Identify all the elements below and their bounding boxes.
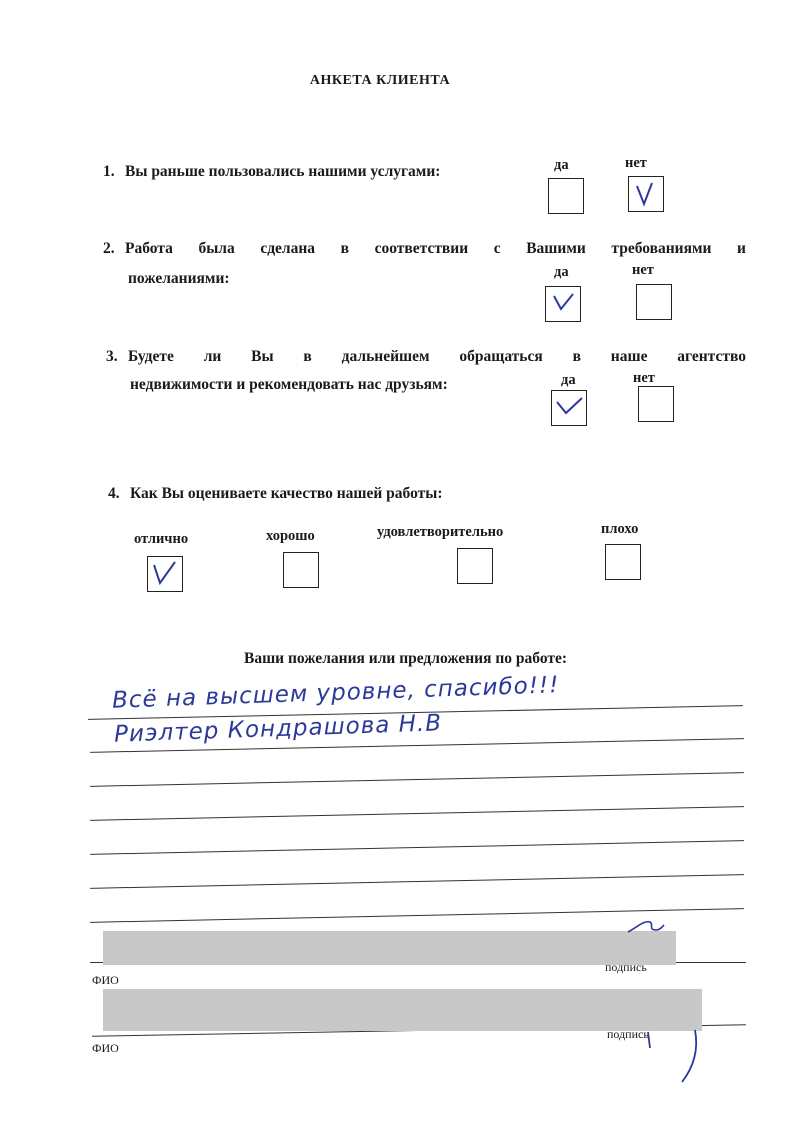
signature-mark-icon [626,918,666,936]
question-2-number: 2. [103,240,115,257]
checkmark-icon [546,287,580,321]
rating-label-satisfactory: удовлетворительно [377,524,504,540]
question-2-line-1 [103,240,746,258]
rating-excellent-checkbox[interactable] [147,556,183,592]
question-4-number: 4. [108,485,120,502]
question-3-line-2: недвижимости и рекомендовать нас друзьям: [130,376,448,393]
question-3-no-label: нет [633,370,655,386]
checkmark-icon [552,391,586,425]
question-1-no-label: нет [625,155,647,171]
rating-label-good: хорошо [266,528,315,544]
question-3-no-checkbox[interactable] [638,386,674,422]
question-3-yes-label: да [561,372,576,388]
feedback-line-5 [90,840,744,855]
checkmark-icon [629,177,663,211]
question-1-yes-checkbox[interactable] [548,178,584,214]
question-4-text: Как Вы оцениваете качество нашей работы: [130,485,443,502]
question-2-yes-label: да [554,264,569,280]
rating-good-checkbox[interactable] [283,552,319,588]
signature-label-2: подпись [607,1027,649,1041]
handwritten-feedback-line-2: Риэлтер Кондрашова Н.В [113,710,443,748]
question-1-yes-label: да [554,157,569,173]
question-1-text: Вы раньше пользовались нашими услугами: [125,163,441,180]
question-3-number: 3. [106,348,118,365]
signature-label-1: подпись [605,960,647,974]
question-3-text: Будете ли Вы в дальнейшем обращаться в наше агентство [128,348,746,365]
rating-satisfactory-checkbox[interactable] [457,548,493,584]
redaction-box [103,931,676,965]
form-title: АНКЕТА КЛИЕНТА [309,73,451,88]
question-2-no-checkbox[interactable] [636,284,672,320]
rating-label-poor: плохо [601,521,639,537]
question-2-line-2: пожеланиями: [128,270,230,287]
signature-mark-icon [640,1028,710,1086]
question-4 [108,485,443,503]
feedback-heading: Ваши пожелания или предложения по работе: [244,650,568,667]
rating-label-excellent: отлично [134,531,189,547]
question-1 [103,163,440,181]
question-3-yes-checkbox[interactable] [551,390,587,426]
question-1-no-checkbox[interactable] [628,176,664,212]
question-1-number: 1. [103,163,115,180]
feedback-line-3 [90,772,744,787]
rating-poor-checkbox[interactable] [605,544,641,580]
question-2-no-label: нет [632,262,654,278]
name-label-2: ФИО [92,1041,119,1055]
question-2-text: Работа была сделана в соответствии с Вашими требованиями и [125,240,746,257]
redaction-box [103,989,702,1031]
question-2-yes-checkbox[interactable] [545,286,581,322]
checkmark-icon [148,557,182,591]
handwritten-feedback-line-1: Всё на высшем уровне, спасибо!!! [111,672,560,714]
name-label-1: ФИО [92,973,119,987]
feedback-line-6 [90,874,744,889]
feedback-line-4 [90,806,744,821]
question-3-line-1 [106,348,746,366]
